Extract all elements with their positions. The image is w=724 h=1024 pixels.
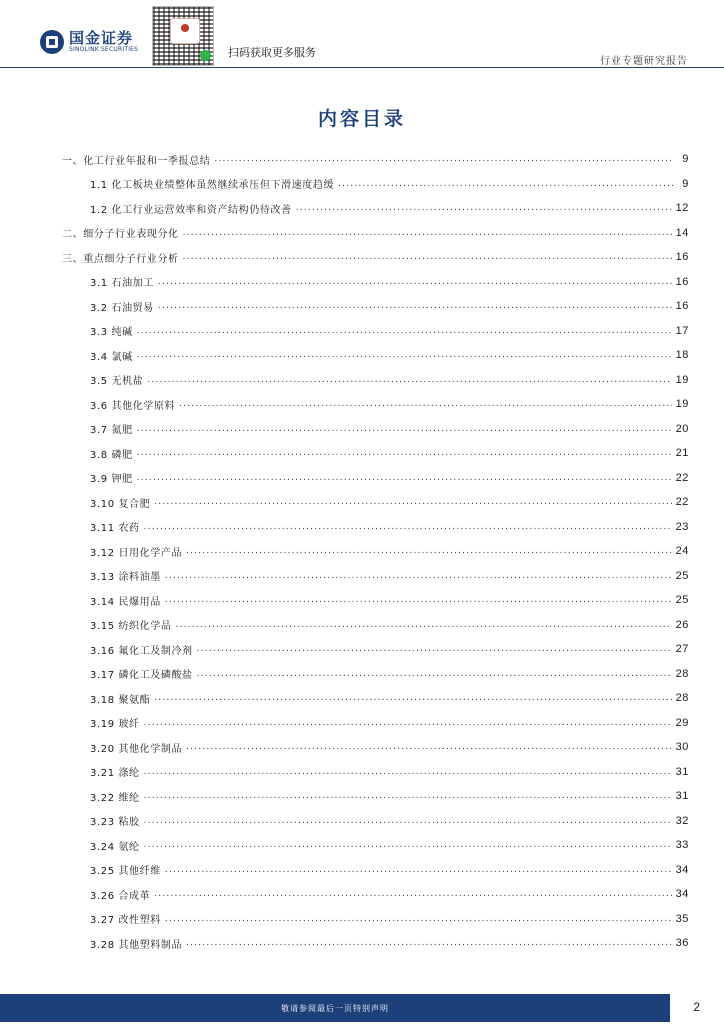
- toc-entry[interactable]: [62, 711, 689, 736]
- toc-entry-page: 19: [675, 398, 689, 411]
- report-type: 行业专题研究报告: [600, 56, 688, 67]
- toc-leader-dots: [137, 448, 672, 458]
- toc-leader-dots: [186, 938, 672, 948]
- toc-entry[interactable]: [62, 343, 689, 368]
- toc-entry[interactable]: [62, 931, 689, 956]
- toc-entry-page: 34: [675, 888, 689, 901]
- logo-name-en: SINOLINK SECURITIES: [69, 46, 139, 53]
- toc-entry-label: 3.12 日用化学产品: [90, 547, 183, 559]
- toc-entry-page: 14: [675, 226, 689, 239]
- toc-entry[interactable]: [62, 270, 689, 295]
- toc-entry-page: 25: [675, 594, 689, 607]
- toc-entry-label: 3.6 其他化学原料: [90, 400, 176, 412]
- toc-entry-page: 18: [675, 349, 689, 362]
- toc-entry-label: 一、化工行业年报和一季报总结: [62, 155, 211, 167]
- toc-entry-label: 3.26 合成革: [90, 890, 151, 902]
- toc-entry-page: 16: [675, 275, 689, 288]
- toc-entry-label: 3.18 聚氨酯: [90, 694, 151, 706]
- toc-entry-label: 3.19 玻纤: [90, 719, 140, 731]
- toc-entry[interactable]: [62, 564, 689, 589]
- page-header: [0, 0, 724, 70]
- toc-entry-page: 22: [675, 496, 689, 509]
- toc-entry-label: 3.15 纺织化学品: [90, 621, 172, 633]
- toc-entry[interactable]: [62, 784, 689, 809]
- toc-entry-page: 36: [675, 937, 689, 950]
- toc-entry[interactable]: [62, 368, 689, 393]
- toc-entry-label: 3.1 石油加工: [90, 278, 154, 290]
- toc-leader-dots: [183, 228, 672, 238]
- toc-entry[interactable]: [62, 466, 689, 491]
- toc-entry-label: 三、重点细分子行业分析: [62, 253, 179, 265]
- toc-entry[interactable]: [62, 907, 689, 932]
- wechat-badge-icon: [200, 50, 211, 61]
- logo-name-cn: 国金证券: [69, 29, 134, 47]
- toc-entry-page: 21: [675, 447, 689, 460]
- toc-entry-page: 22: [675, 471, 689, 484]
- toc-entry-page: 30: [675, 741, 689, 754]
- toc-entry[interactable]: [62, 441, 689, 466]
- toc-leader-dots: [144, 791, 672, 801]
- toc-entry-label: 3.27 改性塑料: [90, 915, 161, 927]
- toc-leader-dots: [186, 742, 672, 752]
- toc-entry[interactable]: [62, 392, 689, 417]
- toc-entry-label: 3.11 农药: [90, 523, 140, 535]
- toc-entry-label: 3.4 氯碱: [90, 351, 133, 363]
- toc-entry[interactable]: [62, 858, 689, 883]
- toc-entry[interactable]: [62, 417, 689, 442]
- toc-leader-dots: [179, 399, 671, 409]
- toc-entry-page: 25: [675, 569, 689, 582]
- logo-icon: [40, 30, 64, 54]
- toc-entry-page: 31: [675, 790, 689, 803]
- toc-entry[interactable]: [62, 172, 689, 197]
- header-divider: [0, 67, 724, 68]
- toc-leader-dots: [158, 301, 672, 311]
- toc-entry[interactable]: [62, 809, 689, 834]
- toc-leader-dots: [214, 154, 673, 164]
- toc-leader-dots: [158, 277, 672, 287]
- toc-entry[interactable]: [62, 294, 689, 319]
- toc-leader-dots: [197, 669, 672, 679]
- toc-leader-dots: [147, 375, 671, 385]
- toc-leader-dots: [154, 889, 671, 899]
- toc-entry-label: 3.17 磷化工及磷酸盐: [90, 670, 193, 682]
- toc-entry[interactable]: [62, 686, 689, 711]
- toc-entry[interactable]: [62, 588, 689, 613]
- toc-entry-label: 3.20 其他化学制品: [90, 743, 183, 755]
- toc-entry-label: 3.5 无机盐: [90, 376, 144, 388]
- toc-entry[interactable]: [62, 735, 689, 760]
- toc-leader-dots: [186, 546, 672, 556]
- toc-entry-page: 16: [675, 300, 689, 313]
- toc-entry[interactable]: [62, 613, 689, 638]
- toc-entry-page: 33: [675, 839, 689, 852]
- toc-entry[interactable]: [62, 147, 689, 172]
- toc-entry-label: 3.2 石油贸易: [90, 302, 154, 314]
- toc-entry-page: 34: [675, 863, 689, 876]
- toc-entry-page: 20: [675, 422, 689, 435]
- toc-leader-dots: [165, 595, 672, 605]
- toc-entry-page: 27: [675, 643, 689, 656]
- toc-entry[interactable]: [62, 196, 689, 221]
- toc-entry-page: 32: [675, 814, 689, 827]
- toc-leader-dots: [154, 497, 671, 507]
- toc-leader-dots: [183, 252, 672, 262]
- toc-leader-dots: [165, 914, 672, 924]
- toc-leader-dots: [154, 693, 671, 703]
- toc-entry-label: 3.16 氟化工及制冷剂: [90, 645, 193, 657]
- toc-entry-page: 24: [675, 545, 689, 558]
- toc-entry[interactable]: [62, 539, 689, 564]
- toc-entry-label: 3.25 其他纤维: [90, 866, 161, 878]
- company-logo: [40, 30, 138, 54]
- toc-entry-label: 3.23 粘胶: [90, 817, 140, 829]
- page-number: 2: [693, 1000, 700, 1014]
- toc-leader-dots: [137, 326, 672, 336]
- toc-entry[interactable]: [62, 833, 689, 858]
- toc-leader-dots: [144, 718, 672, 728]
- scan-prompt: 扫码获取更多服务: [228, 46, 316, 59]
- toc-leader-dots: [197, 644, 672, 654]
- toc-entry-page: 29: [675, 716, 689, 729]
- toc-entry-page: 28: [675, 692, 689, 705]
- toc-entry-label: 3.9 钾肥: [90, 474, 133, 486]
- toc-leader-dots: [144, 522, 672, 532]
- toc-entry-page: 9: [682, 177, 689, 190]
- toc-entry-page: 12: [675, 202, 689, 215]
- toc-entry-page: 31: [675, 765, 689, 778]
- toc-title: 内容目录: [317, 108, 406, 130]
- footer-disclaimer: 敬请参阅最后一页特别声明: [281, 1003, 389, 1013]
- toc-entry-label: 3.3 纯碱: [90, 327, 133, 339]
- toc-leader-dots: [165, 865, 672, 875]
- toc-leader-dots: [296, 203, 672, 213]
- toc-entry[interactable]: [62, 662, 689, 687]
- toc-entry-label: 3.14 民爆用品: [90, 596, 161, 608]
- toc-entry-page: 19: [675, 373, 689, 386]
- page-footer: [0, 994, 670, 1022]
- toc-leader-dots: [144, 816, 672, 826]
- toc-leader-dots: [137, 350, 672, 360]
- toc-entry[interactable]: [62, 515, 689, 540]
- toc-entry-label: 3.22 维纶: [90, 792, 140, 804]
- toc-entry-label: 3.8 磷肥: [90, 449, 133, 461]
- table-of-contents: [62, 147, 689, 956]
- toc-entry[interactable]: [62, 221, 689, 246]
- toc-entry-page: 23: [675, 520, 689, 533]
- toc-entry-page: 28: [675, 667, 689, 680]
- toc-entry-label: 3.21 涤纶: [90, 768, 140, 780]
- toc-entry-label: 3.13 涂料油墨: [90, 572, 161, 584]
- toc-leader-dots: [338, 179, 673, 189]
- toc-entry[interactable]: [62, 490, 689, 515]
- toc-entry-label: 1.2 化工行业运营效率和资产结构仍待改善: [90, 204, 292, 216]
- toc-entry-page: 9: [682, 153, 689, 166]
- toc-entry-page: 35: [675, 912, 689, 925]
- toc-entry[interactable]: [62, 245, 689, 270]
- toc-entry-page: 16: [675, 251, 689, 264]
- toc-leader-dots: [165, 571, 672, 581]
- toc-entry-label: 3.7 氮肥: [90, 425, 133, 437]
- toc-entry-label: 3.28 其他塑料制品: [90, 939, 183, 951]
- toc-entry[interactable]: [62, 637, 689, 662]
- toc-entry-page: 26: [675, 618, 689, 631]
- toc-leader-dots: [137, 424, 672, 434]
- toc-entry-label: 二、细分子行业表现分化: [62, 229, 179, 241]
- toc-entry-label: 3.10 复合肥: [90, 498, 151, 510]
- toc-entry-label: 3.24 氨纶: [90, 841, 140, 853]
- toc-leader-dots: [144, 840, 672, 850]
- toc-entry-page: 17: [675, 324, 689, 337]
- toc-leader-dots: [175, 620, 671, 630]
- toc-leader-dots: [144, 767, 672, 777]
- qr-code-icon[interactable]: [152, 6, 214, 66]
- toc-entry[interactable]: [62, 319, 689, 344]
- toc-entry-label: 1.1 化工板块业绩整体虽然继续承压但下滑速度趋缓: [90, 180, 335, 192]
- toc-entry[interactable]: [62, 882, 689, 907]
- toc-entry[interactable]: [62, 760, 689, 785]
- toc-leader-dots: [137, 473, 672, 483]
